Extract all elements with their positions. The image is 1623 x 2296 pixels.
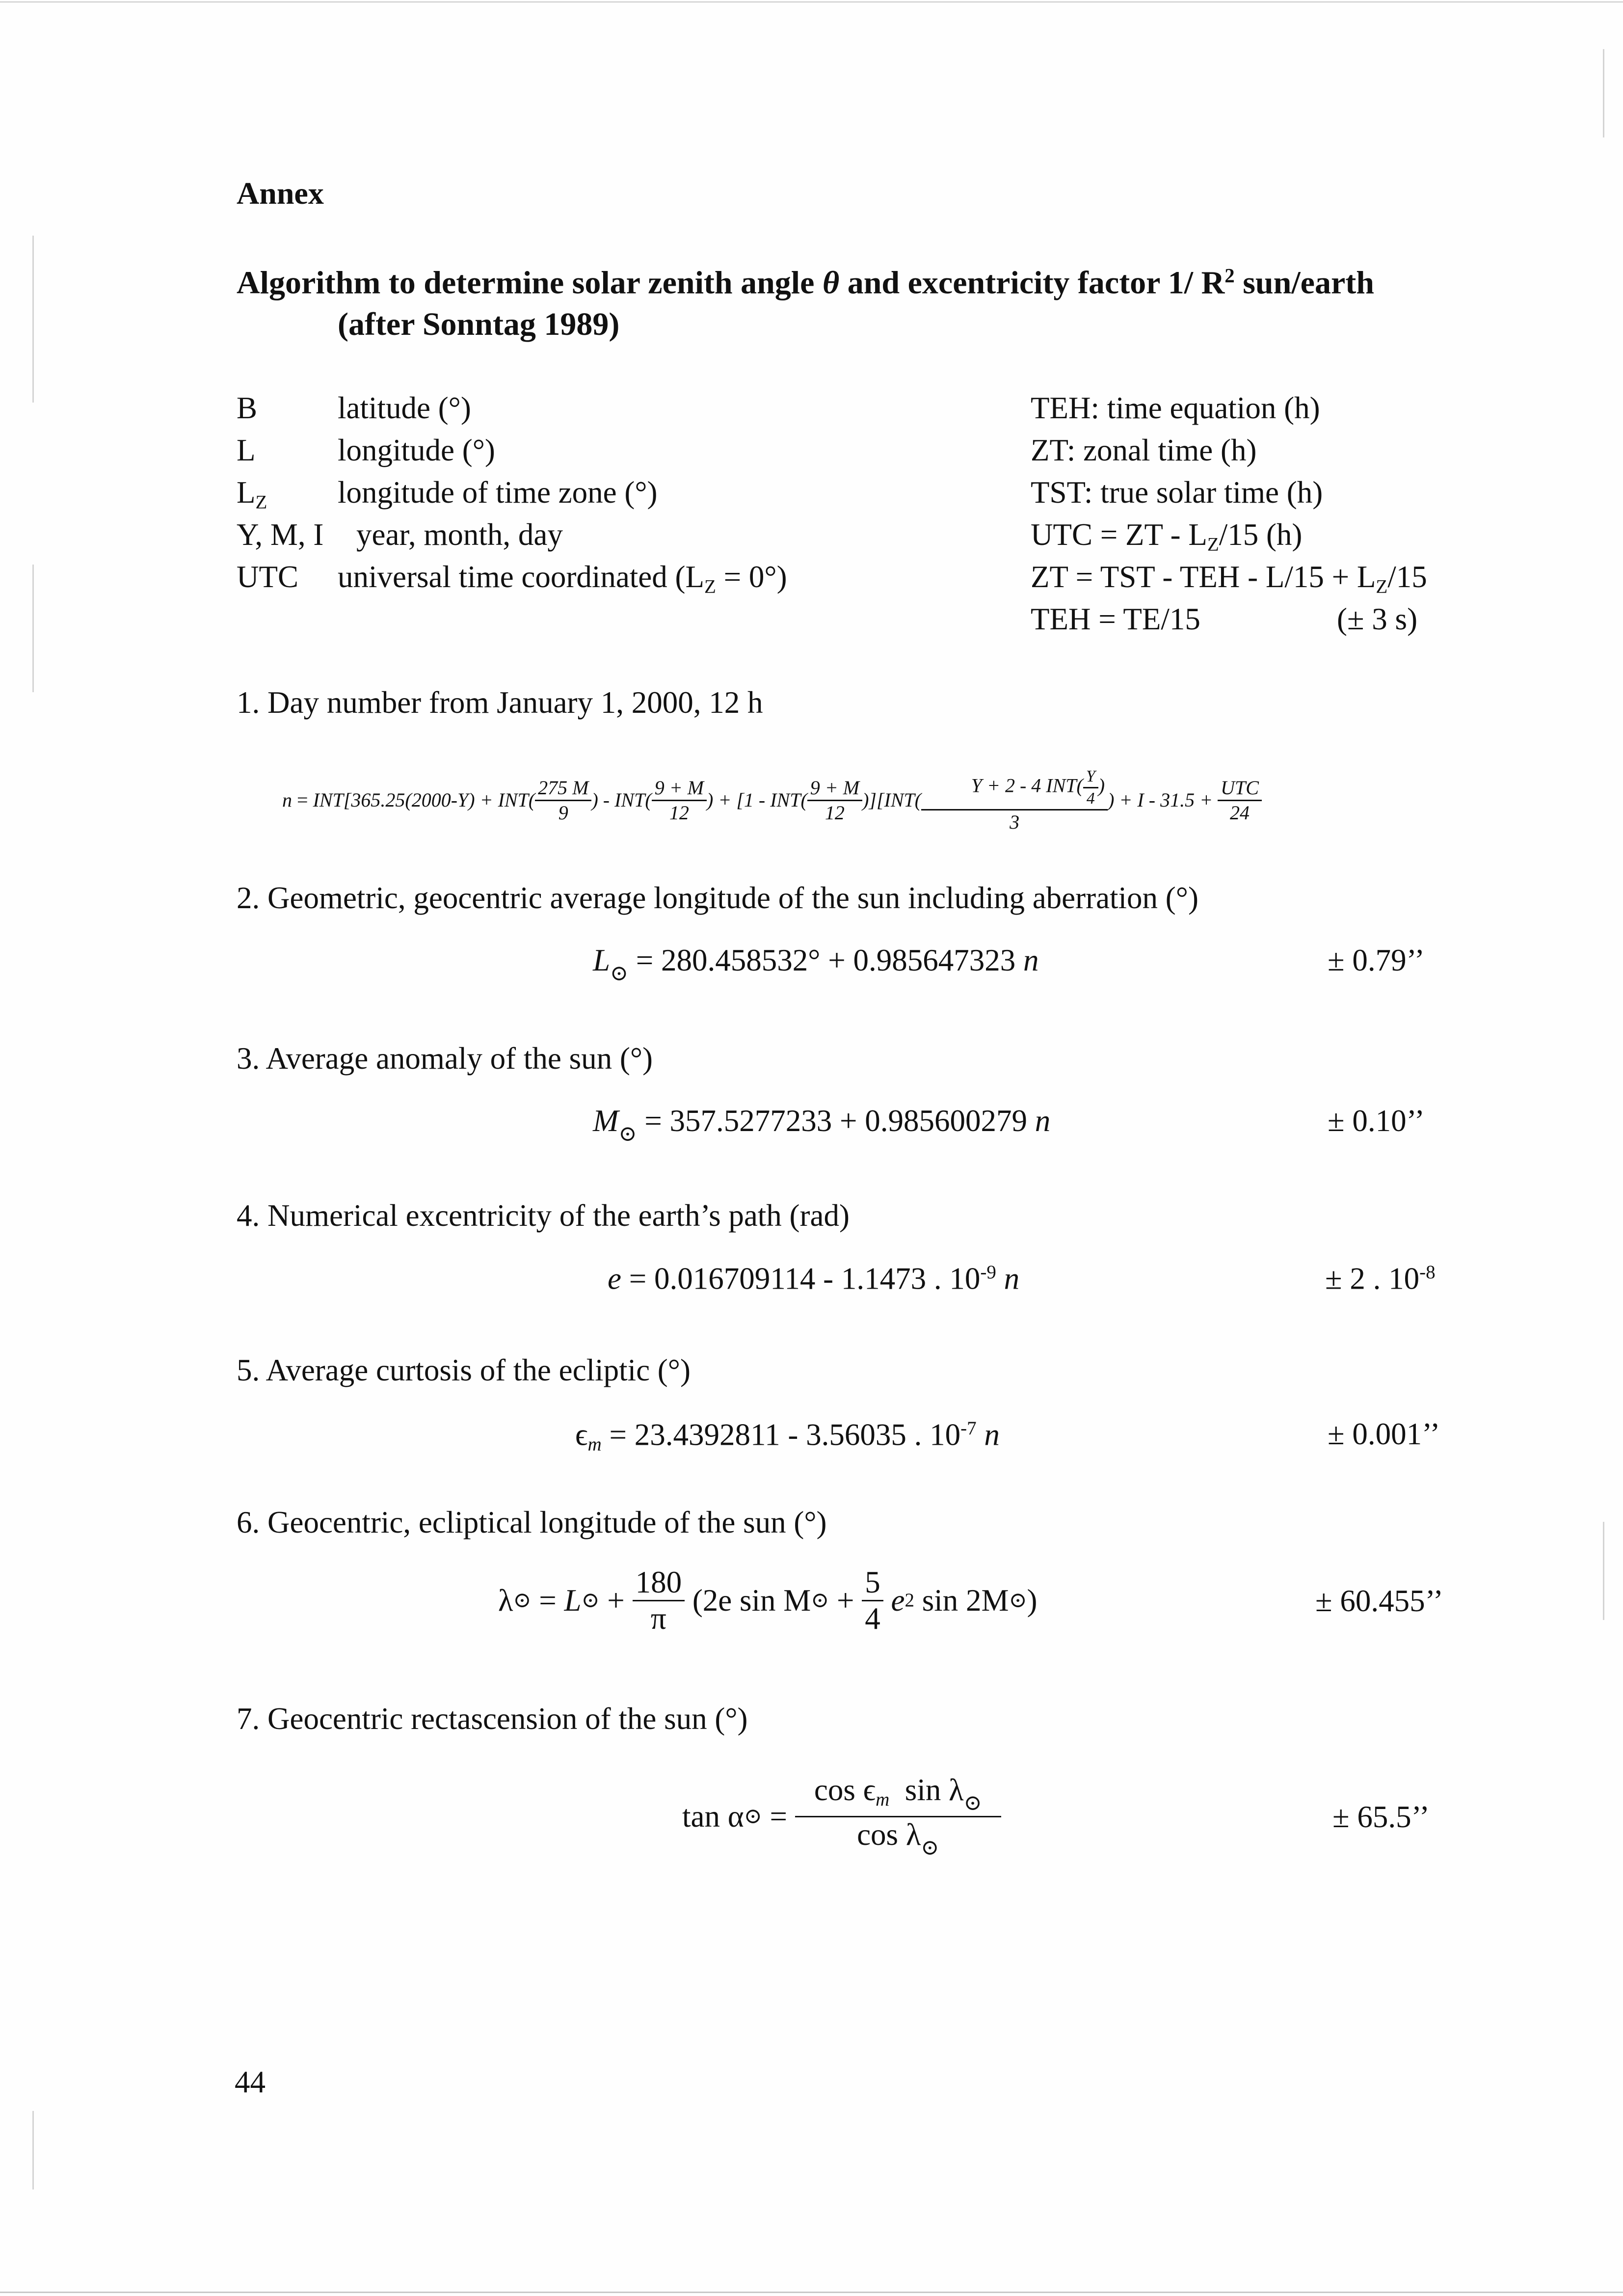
eq-text: ) + [1 - INT( (707, 789, 807, 811)
frac-num (795, 1772, 1001, 1816)
def-desc: longitude of time zone (°) (338, 475, 658, 510)
eq-op: + (829, 1583, 862, 1618)
fraction (1218, 778, 1262, 823)
def-symbol: UTC (237, 560, 298, 594)
den-text: cos λ (857, 1817, 921, 1852)
scan-left-mark (32, 565, 34, 692)
frac-den: 9 (535, 800, 591, 823)
line-subscript: Z (1376, 576, 1388, 597)
num-text: cos ϵ (814, 1772, 876, 1807)
frac-num: UTC (1221, 776, 1259, 799)
error-value: ± 0.79’’ (1328, 943, 1425, 977)
eq-var: tan α (682, 1799, 744, 1834)
line-subscript: Z (1207, 534, 1219, 555)
scan-right-mark (1603, 1522, 1604, 1620)
eq-var: e (608, 1261, 621, 1296)
def-right-line: ZT: zonal time (h) (1031, 433, 1257, 467)
eq-var: λ (498, 1583, 513, 1618)
scan-top-edge (0, 1, 1623, 2)
annex-heading: Annex (237, 176, 324, 211)
line-text: UTC = ZT - L (1031, 517, 1207, 552)
frac-den: 24 (1218, 800, 1262, 823)
step-heading: 4. Numerical excentricity of the earth’s path (rad) (237, 1198, 850, 1233)
error-value: ± 0.001’’ (1328, 1417, 1440, 1451)
desc-text: universal time coordinated (L (338, 560, 704, 594)
eq-text: ) (1027, 1583, 1038, 1618)
page-subtitle: (after Sonntag 1989) (338, 306, 620, 342)
frac-den: π (633, 1600, 685, 1634)
sun-symbol: ⊙ (963, 1790, 982, 1815)
symbol-text: L (237, 475, 256, 510)
num-text: sin λ (889, 1772, 964, 1807)
eq-exponent: -9 (980, 1262, 996, 1283)
sun-symbol: ⊙ (581, 1588, 600, 1612)
fraction (633, 1567, 685, 1634)
eq-var: M (593, 1104, 619, 1138)
fraction (862, 1567, 883, 1634)
frac-den: 12 (652, 800, 707, 823)
def-desc: longitude (°) (338, 433, 495, 467)
eq-text: )][INT( (862, 789, 922, 811)
error-value: ± 60.455’’ (1315, 1584, 1443, 1618)
eq-var: n (1023, 943, 1039, 977)
sun-symbol: ⊙ (811, 1588, 829, 1612)
eq-text: INT[365.25(2000-Y) + INT( (313, 789, 535, 811)
eq-subscript: m (587, 1434, 602, 1456)
eq-text: = 357.5277233 + 0.985600279 (644, 1104, 1027, 1138)
fraction (652, 778, 707, 823)
sun-symbol: ⊙ (744, 1804, 762, 1828)
fraction (1083, 768, 1098, 807)
title-theta: θ (822, 265, 840, 301)
eq-text: ) - INT( (591, 789, 652, 811)
scan-left-mark (32, 2111, 34, 2189)
error-value (1325, 1263, 1436, 1294)
desc-subscript: Z (704, 576, 716, 597)
num-subscript: m (876, 1789, 890, 1810)
num-text: Y + 2 - 4 INT( (971, 774, 1083, 797)
equation-mean-anomaly (593, 1106, 1050, 1145)
eq-op: = (531, 1583, 564, 1618)
def-symbol: L (237, 433, 256, 467)
equation-excentricity (608, 1263, 1019, 1294)
eq-var: ϵ (575, 1417, 588, 1452)
def-symbol: Y, M, I (237, 517, 324, 552)
sun-symbol: ⊙ (1009, 1588, 1027, 1612)
eq-text: = 23.4392811 - 3.56035 . 10 (609, 1417, 961, 1452)
def-desc: latitude (°) (338, 391, 471, 425)
eq-var: L (564, 1583, 582, 1618)
equation-day-number (282, 756, 1262, 844)
frac-num: 9 + M (654, 776, 704, 799)
page-title (237, 266, 1374, 299)
def-symbol (237, 477, 267, 512)
def-desc (338, 562, 787, 596)
def-right-line (1031, 562, 1427, 596)
fraction (807, 778, 862, 823)
err-text: ± 2 . 10 (1325, 1261, 1420, 1296)
eq-var: n (984, 1417, 1000, 1452)
symbol-subscript: Z (255, 491, 267, 513)
eq-text: (2e sin M (685, 1583, 811, 1618)
title-text: sun/earth (1234, 265, 1374, 301)
frac-num: 5 (865, 1565, 880, 1599)
equation-mean-longitude (593, 945, 1039, 984)
step-heading: 1. Day number from January 1, 2000, 12 h (237, 685, 763, 720)
sun-symbol: ⊙ (921, 1835, 939, 1860)
frac-den (795, 1816, 1001, 1859)
def-right-line: (± 3 s) (1337, 602, 1418, 636)
num-text: ) (1098, 774, 1105, 797)
step-heading: 5. Average curtosis of the ecliptic (°) (237, 1353, 691, 1387)
frac-num: 180 (635, 1565, 682, 1599)
frac-den: 3 (921, 809, 1108, 832)
title-text: Algorithm to determine solar zenith angle (237, 265, 823, 301)
err-exponent: -8 (1419, 1262, 1436, 1283)
line-text: /15 (h) (1219, 517, 1303, 552)
desc-text: = 0°) (716, 560, 787, 594)
page-number: 44 (235, 2065, 266, 2099)
frac-den: 4 (1083, 787, 1098, 807)
error-value: ± 0.10’’ (1328, 1104, 1425, 1138)
frac-num: 275 M (538, 776, 589, 799)
frac-num: Y (1086, 767, 1095, 785)
eq-text: = 280.458532° + 0.985647323 (636, 943, 1016, 977)
eq-text: sin 2M (914, 1583, 1009, 1618)
step-heading: 7. Geocentric rectascension of the sun (°) (237, 1702, 748, 1736)
eq-text: = 0.016709114 - 1.1473 . 10 (629, 1261, 981, 1296)
eq-exponent: -7 (960, 1418, 977, 1439)
equation-rectascension (682, 1767, 1001, 1865)
frac-den: 4 (862, 1600, 883, 1634)
eq-op: = (762, 1799, 795, 1834)
fraction (921, 768, 1108, 832)
sun-symbol: ⊙ (618, 1121, 637, 1146)
eq-op: = (292, 789, 313, 811)
eq-var: L (593, 943, 611, 977)
def-right-line (1031, 519, 1302, 554)
sun-symbol: ⊙ (513, 1588, 532, 1612)
def-right-line: TST: true solar time (h) (1031, 475, 1323, 510)
frac-num (921, 768, 1108, 809)
line-text: ZT = TST - TEH - L/15 + L (1031, 560, 1376, 594)
eq-exponent: 2 (905, 1590, 915, 1611)
def-right-line: TEH = TE/15 (1031, 602, 1200, 636)
equation-ecliptic-longitude (498, 1561, 1038, 1640)
fraction (535, 778, 591, 823)
title-superscript: 2 (1224, 265, 1235, 287)
fraction (795, 1772, 1001, 1860)
scan-bottom-edge (0, 2292, 1623, 2293)
frac-num: 9 + M (810, 776, 860, 799)
eq-var: e (883, 1583, 905, 1618)
line-text: /15 (1387, 560, 1427, 594)
step-heading: 3. Average anomaly of the sun (°) (237, 1041, 653, 1076)
sun-symbol: ⊙ (610, 961, 628, 985)
step-heading: 6. Geocentric, ecliptical longitude of the sun (°) (237, 1505, 827, 1540)
scan-right-mark (1603, 49, 1604, 137)
eq-op: + (599, 1583, 633, 1618)
eq-var: n (1035, 1104, 1051, 1138)
step-heading: 2. Geometric, geocentric average longitude of the sun including aberration (°) (237, 881, 1198, 915)
eq-var: n (1004, 1261, 1020, 1296)
def-desc: year, month, day (356, 517, 563, 552)
scan-left-mark (32, 236, 34, 403)
def-symbol: B (237, 391, 258, 425)
equation-obliquity (575, 1419, 1000, 1454)
def-right-line: TEH: time equation (h) (1031, 391, 1320, 425)
eq-text: ) + I - 31.5 + (1108, 789, 1218, 811)
frac-den: 12 (807, 800, 862, 823)
error-value: ± 65.5’’ (1332, 1800, 1430, 1834)
eq-var: n (282, 789, 292, 811)
title-text: and excentricity factor 1/ R (839, 265, 1225, 301)
